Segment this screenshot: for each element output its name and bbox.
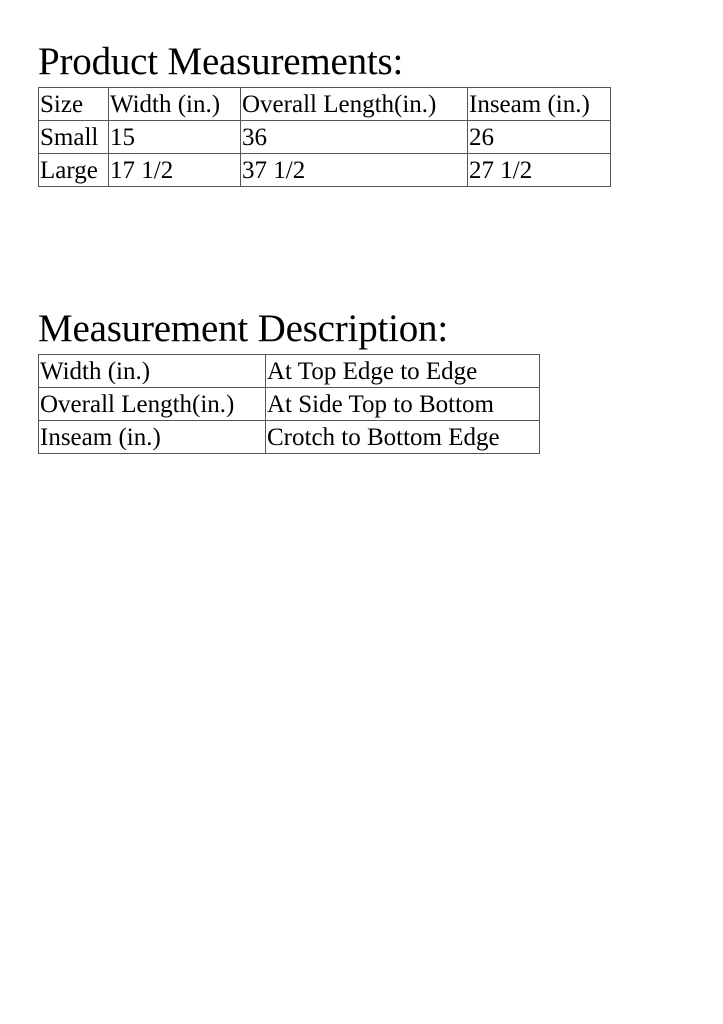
table-cell: Large <box>39 154 109 187</box>
table-row <box>39 154 611 187</box>
table-cell: 27 1/2 <box>468 154 611 187</box>
header-cell-inseam: Inseam (in.) <box>468 88 611 121</box>
table-cell: 36 <box>241 121 468 154</box>
header-cell-width: Width (in.) <box>109 88 241 121</box>
product-measurements-heading: Product Measurements: <box>38 40 404 83</box>
table-row <box>39 355 540 388</box>
table-cell: At Side Top to Bottom <box>266 388 540 421</box>
table-cell: 15 <box>109 121 241 154</box>
table-header-row <box>39 88 611 121</box>
table-row <box>39 421 540 454</box>
header-cell-overall-length: Overall Length(in.) <box>241 88 468 121</box>
table-cell: 37 1/2 <box>241 154 468 187</box>
table-cell: At Top Edge to Edge <box>266 355 540 388</box>
table-row <box>39 121 611 154</box>
table-cell: Overall Length(in.) <box>39 388 266 421</box>
product-measurements-table <box>38 87 611 187</box>
table-cell: 26 <box>468 121 611 154</box>
measurement-description-heading: Measurement Description: <box>38 307 448 350</box>
table-cell: Width (in.) <box>39 355 266 388</box>
table-cell: Inseam (in.) <box>39 421 266 454</box>
table-cell: 17 1/2 <box>109 154 241 187</box>
table-cell: Small <box>39 121 109 154</box>
table-cell: Crotch to Bottom Edge <box>266 421 540 454</box>
table-row <box>39 388 540 421</box>
measurement-description-table <box>38 354 540 454</box>
header-cell-size: Size <box>39 88 109 121</box>
